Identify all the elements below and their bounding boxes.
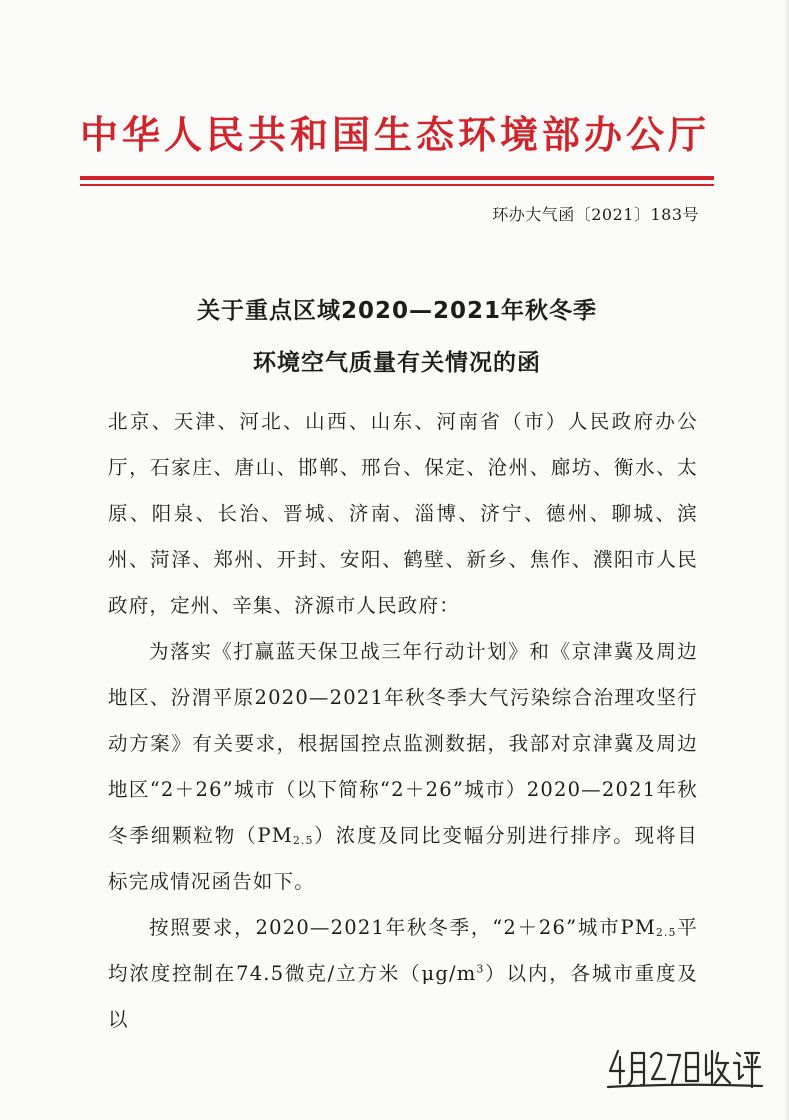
letterhead-rule-thick [80,176,714,180]
body-paragraph-1 [108,629,698,905]
document-number: 环办大气函〔2021〕183号 [492,205,699,224]
document-title-line-2: 环境空气质量有关情况的函 [253,350,541,376]
paragraph-2-start: 按照要求，2020—2021年秋冬季，“2＋26”城市PM [148,916,657,939]
paragraph-1-end: ）浓度及同比变幅分别进行排序。现将目标完成情况函告如下。 [108,824,698,893]
paragraph-2-end: ）以内，各城市重度及以 [108,962,698,1031]
unit-superscript: 3 [476,962,485,976]
body-paragraph-2 [108,905,698,1043]
pm-subscript: 2.5 [656,926,677,940]
paragraph-2-mid: 平均浓度控制在74.5微克/立方米（μg/m [108,916,698,985]
handwritten-note-mark [604,1045,764,1089]
letterhead-title: 中华人民共和国生态环境部办公厅 [80,113,711,157]
addressees: 北京、天津、河北、山西、山东、河南省（市）人民政府办公厅，石家庄、唐山、邯郸、邢台、保定、沧州、廊坊、衡水、太原、阳泉、长治、晋城、济南、淄博、济宁、德州、聊城、滨州、菏泽、郑州、开封、安阳、鹤壁、新乡、焦作、濮阳市人民政府，定州、辛集、济源市人民政府： [108,410,698,617]
document-title-line-1: 关于重点区域2020—2021年秋冬季 [196,298,598,324]
letterhead-rule-thin [80,184,714,186]
pm-subscript: 2.5 [292,834,314,848]
paragraph-1-text: 为落实《打赢蓝天保卫战三年行动计划》和《京津冀及周边地区、汾渭平原2020—2021年秋冬季大气污染综合治理攻坚行动方案》有关要求，根据国控点监测数据，我部对京津冀及周边地区“2＋26”城市（以下简称“2＋26”城市）2020—2021年秋冬季细颗粒物（PM [108,640,698,847]
page-edge-shadow [784,0,789,1120]
document-body [108,399,698,1043]
